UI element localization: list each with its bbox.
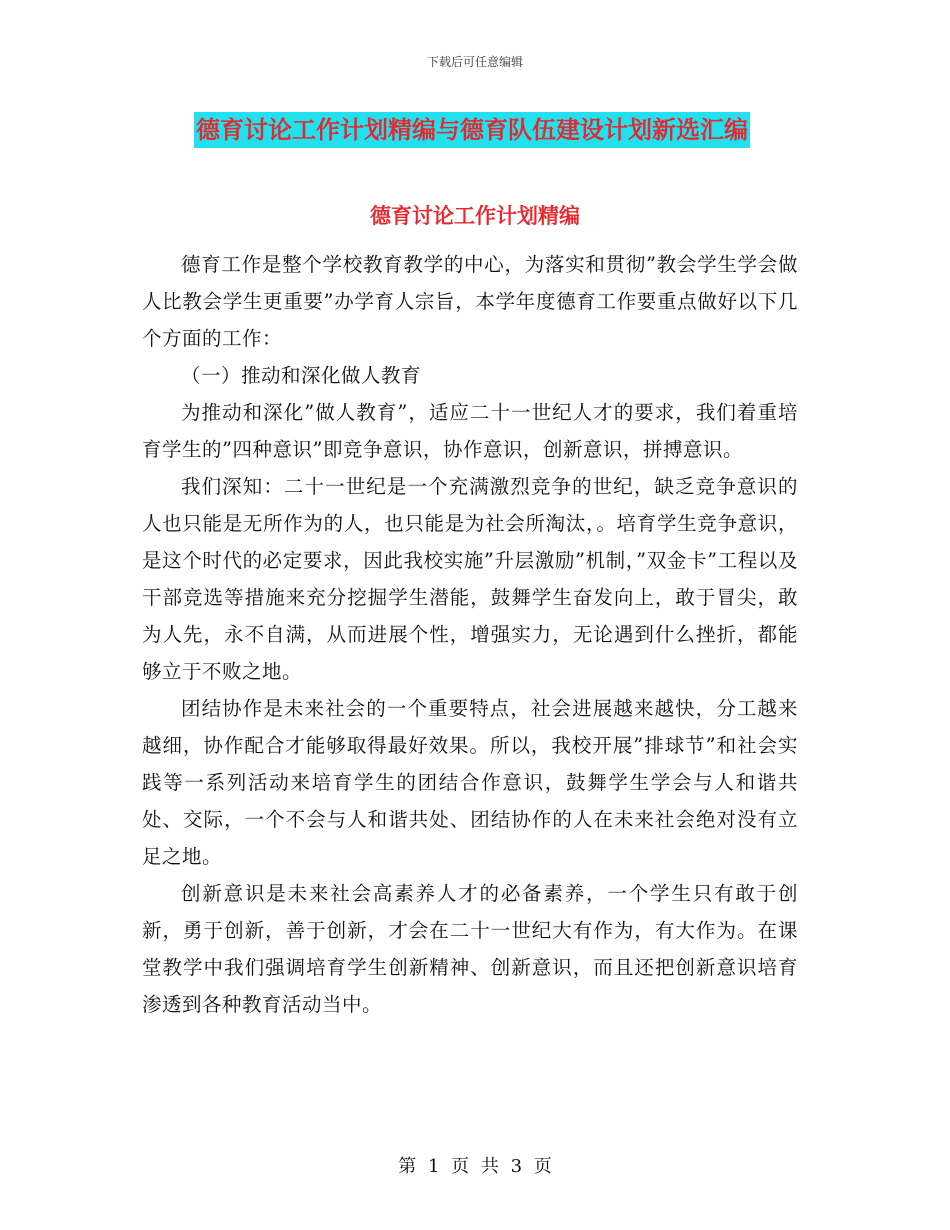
document-title: 德育讨论工作计划精编与德育队伍建设计划新选汇编 xyxy=(194,112,750,148)
subsection-heading: （一）推动和深化做人教育 xyxy=(181,364,422,387)
section-title: 德育讨论工作计划精编 xyxy=(370,204,580,228)
body-paragraph: 团结协作是未来社会的一个重要特点，社会进展越来越快，分工越来越细，协作配合才能够取得最好效果。所以，我校开展”排球节”和社会实践等一系列活动来培育学生的团结合作意识，鼓舞学生学会与人和谐共处、交际，一个不会与人和谐共处、团结协作的人在未来社会绝对没有立足之地。 xyxy=(142,697,798,868)
document-body xyxy=(142,246,798,1023)
body-paragraph: 为推动和深化”做人教育”，适应二十一世纪人才的要求，我们着重培育学生的”四种意识”即竞争意识，协作意识，创新意识，拼搏意识。 xyxy=(142,401,798,461)
page-header-note: 下载后可任意编辑 xyxy=(426,55,523,69)
page-number-footer: 第 1 页 共 3 页 xyxy=(398,1156,552,1177)
body-paragraph: 创新意识是未来社会高素养人才的必备素养，一个学生只有敢于创新，勇于创新，善于创新，才会在二十一世纪大有作为，有大作为。在课堂教学中我们强调培育学生创新精神、创新意识，而且还把创新意识培育渗透到各种教育活动当中。 xyxy=(142,882,798,1016)
body-paragraph: 我们深知：二十一世纪是一个充满激烈竞争的世纪，缺乏竞争意识的人也只能是无所作为的人，也只能是为社会所淘汰，。培育学生竞争意识，是这个时代的必定要求，因此我校实施”升层激励”机制，”双金卡”工程以及干部竞选等措施来充分挖掘学生潜能，鼓舞学生奋发向上，敢于冒尖，敢为人先，永不自满，从而进展个性，增强实力，无论遇到什么挫折，都能够立于不败之地。 xyxy=(142,475,798,683)
body-paragraph: 德育工作是整个学校教育教学的中心，为落实和贯彻”教会学生学会做人比教会学生更重要”办学育人宗旨，本学年度德育工作要重点做好以下几个方面的工作： xyxy=(142,253,798,350)
